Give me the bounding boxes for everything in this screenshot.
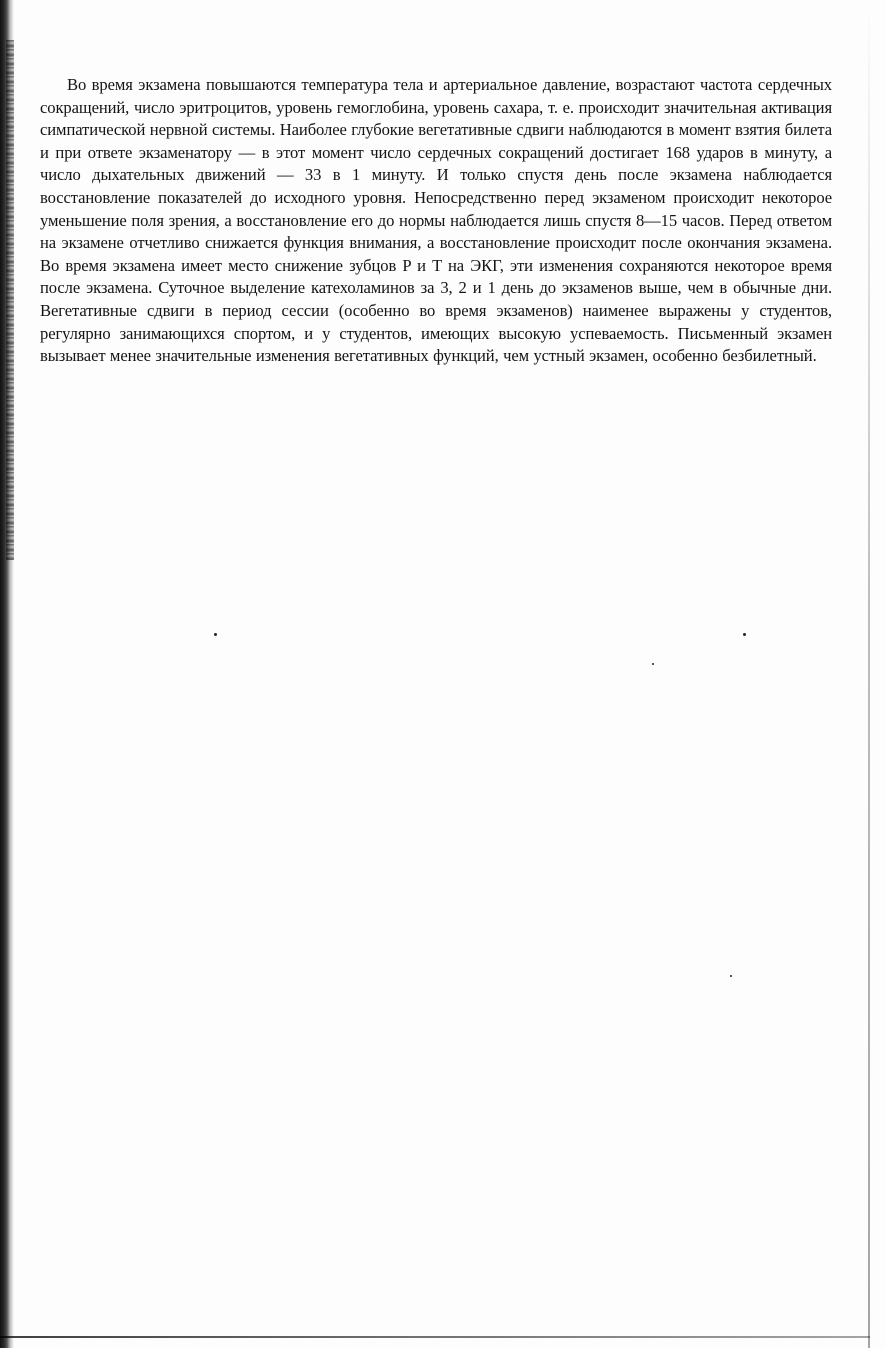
binding-shadow: [0, 0, 14, 1348]
page-right-edge: [868, 0, 870, 1348]
page-bottom-edge: [0, 1336, 870, 1338]
scan-speck: [743, 633, 746, 636]
scan-speck: [214, 633, 217, 636]
scan-speck: [652, 663, 654, 665]
scan-speck: [730, 975, 732, 977]
body-paragraph: Во время экзамена повышаются температура тела и артериальное давление, возрастают частота сердечных сокращений, число эритроцитов, уровень гемоглобина, уровень сахара, т. е. происходит значительная активация симпатической нервной системы. Наиболее глубокие вегетативные сдвиги наблюдаются в момент взятия билета и при ответе экзаменатору — в этот момент число сердечных сокращений достигает 168 ударов в минуту, а число дыхательных движений — 33 в 1 минуту. И только спустя день после экзамена наблюдается восстановление показателей до исходного уровня. Непосредственно перед экзаменом происходит некоторое уменьшение поля зрения, а восстановление его до нормы наблюдается лишь спустя 8—15 часов. Перед ответом на экзамене отчетливо снижается функция внимания, а восстановление происходит после окончания экзамена. Во время экзамена имеет место снижение зубцов P и T на ЭКГ, эти изменения сохраняются некоторое время после экзамена. Суточное выделение катехоламинов за 3, 2 и 1 день до экзаменов выше, чем в обычные дни. Вегетативные сдвиги в период сессии (особенно во время экзаменов) наименее выражены у студентов, регулярно занимающихся спортом, и у студентов, имеющих высокую успеваемость. Письменный экзамен вызывает менее значительные изменения вегетативных функций, чем устный экзамен, особенно безбилетный.: [40, 75, 832, 366]
